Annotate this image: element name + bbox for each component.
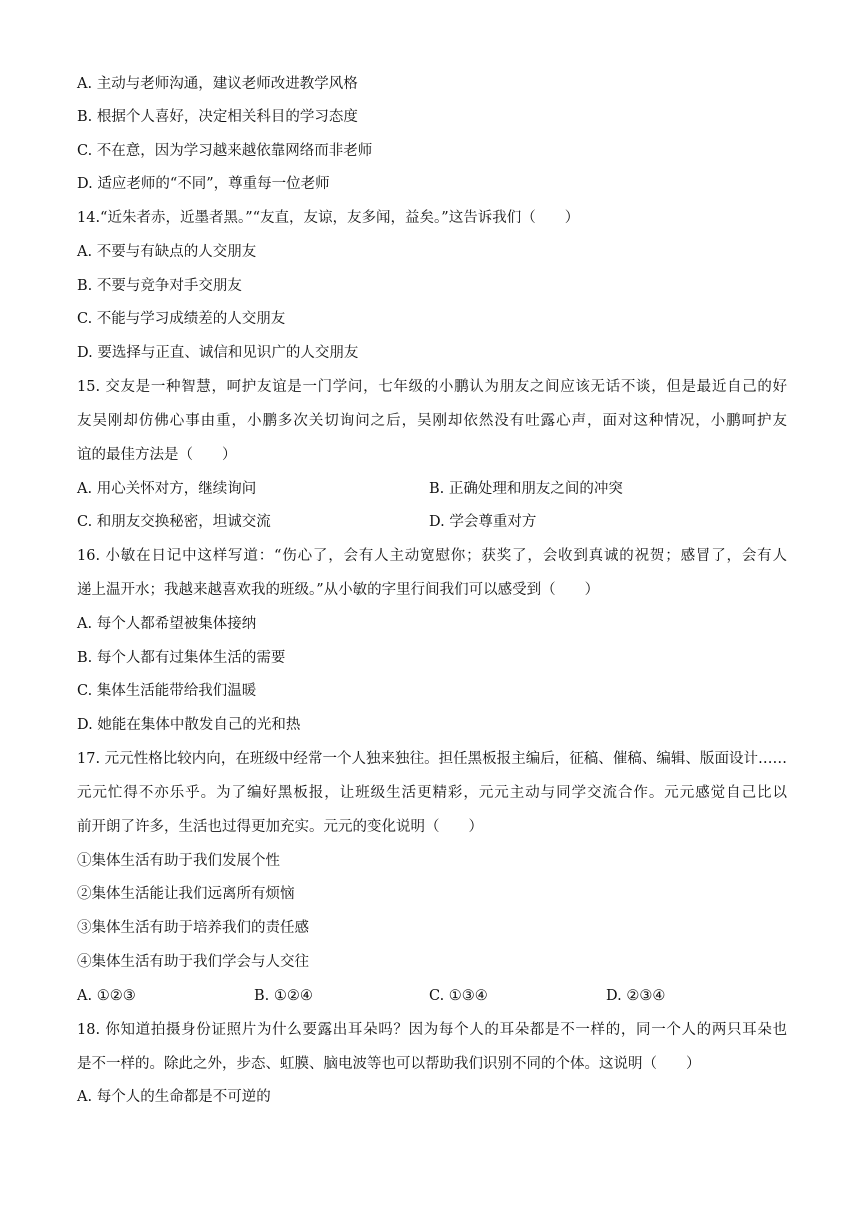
q14-option-b: B. 不要与竞争对手交朋友 — [77, 278, 242, 294]
q17-option-d: D. ②③④ — [606, 988, 666, 1004]
q18-stem-line-1: 18. 你知道拍摄身份证照片为什么要露出耳朵吗？因为每个人的耳朵都是不一样的，同一个人的两只耳朵也 — [77, 1022, 787, 1038]
q15-option-b: B. 正确处理和朋友之间的冲突 — [429, 481, 623, 497]
q14-option-c: C. 不能与学习成绩差的人交朋友 — [77, 311, 286, 327]
q13-option-d: D. 适应老师的“不同”，尊重每一位老师 — [77, 176, 330, 192]
q13-option-c: C. 不在意，因为学习越来越依靠网络而非老师 — [77, 143, 373, 159]
q16-option-a: A. 每个人都希望被集体接纳 — [77, 616, 257, 632]
q15-option-d: D. 学会尊重对方 — [429, 514, 537, 530]
q16-option-d: D. 她能在集体中散发自己的光和热 — [77, 717, 301, 733]
q16-stem-line-1: 16. 小敏在日记中这样写道：“伤心了，会有人主动宽慰你；获奖了，会收到真诚的祝贺；感冒了，会有人 — [77, 548, 787, 564]
q17-stem-line-3: 前开朗了许多，生活也过得更加充实。元元的变化说明（ ） — [77, 819, 483, 835]
q15-option-a: A. 用心关怀对方，继续询问 — [77, 481, 257, 497]
q17-statement-1: ①集体生活有助于我们发展个性 — [77, 853, 280, 869]
q13-option-b: B. 根据个人喜好，决定相关科目的学习态度 — [77, 109, 358, 125]
q16-stem-line-2: 递上温开水；我越来越喜欢我的班级。”从小敏的字里行间我们可以感受到（ ） — [77, 582, 600, 598]
q15-stem-line-1: 15. 交友是一种智慧，呵护友谊是一门学问，七年级的小鹏认为朋友之间应该无话不谈，但是最近自己的好 — [77, 379, 787, 395]
q17-stem-line-2: 元元忙得不亦乐乎。为了编好黑板报，让班级生活更精彩，元元主动与同学交流合作。元元感觉自己比以 — [77, 785, 787, 801]
q13-option-a: A. 主动与老师沟通，建议老师改进教学风格 — [77, 76, 358, 92]
q17-option-c: C. ①③④ — [429, 988, 488, 1004]
q15-stem-line-3: 谊的最佳方法是（ ） — [77, 447, 237, 463]
q16-option-b: B. 每个人都有过集体生活的需要 — [77, 650, 286, 666]
q14-stem: 14.“近朱者赤，近墨者黑。”“友直，友谅，友多闻，益矣。”这告诉我们（ ） — [77, 210, 580, 226]
q17-statement-4: ④集体生活有助于我们学会与人交往 — [77, 954, 309, 970]
q17-statement-3: ③集体生活有助于培养我们的责任感 — [77, 920, 309, 936]
q17-option-a: A. ①②③ — [77, 988, 136, 1004]
q17-stem-line-1: 17. 元元性格比较内向，在班级中经常一个人独来独往。担任黑板报主编后，征稿、催稿、编辑、版面设计…… — [77, 751, 787, 767]
q14-option-d: D. 要选择与正直、诚信和见识广的人交朋友 — [77, 345, 359, 361]
q18-option-a: A. 每个人的生命都是不可逆的 — [77, 1089, 271, 1105]
q17-statement-2: ②集体生活能让我们远离所有烦恼 — [77, 886, 295, 902]
q18-stem-line-2: 是不一样的。除此之外，步态、虹膜、脑电波等也可以帮助我们识别不同的个体。这说明（ ） — [77, 1056, 701, 1072]
q17-option-b: B. ①②④ — [254, 988, 313, 1004]
q15-stem-line-2: 友吴刚却仿佛心事由重，小鹏多次关切询问之后，吴刚却依然没有吐露心声，面对这种情况，小鹏呵护友 — [77, 413, 787, 429]
q14-option-a: A. 不要与有缺点的人交朋友 — [77, 244, 257, 260]
q15-option-c: C. 和朋友交换秘密，坦诚交流 — [77, 514, 271, 530]
q16-option-c: C. 集体生活能带给我们温暖 — [77, 683, 257, 699]
